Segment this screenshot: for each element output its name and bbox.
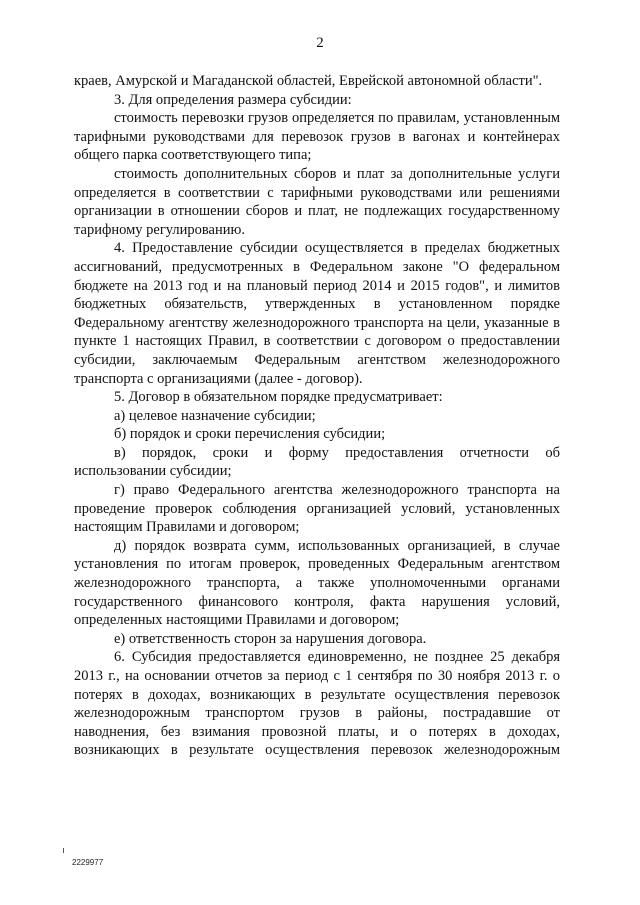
paragraph-continuation: краев, Амурской и Магаданской областей, Еврейской автономной области". [74,73,543,89]
paragraph-transport-cost: стоимость перевозки грузов определяется по правилам, установленным тарифными руководствами для перевозок грузов в вагонах и контейнерах общего парка соответствующего типа; [74,110,560,164]
document-body [74,72,560,760]
paragraph-additional-fees: стоимость дополнительных сборов и плат за дополнительные услуги определяется в соответствии с тарифными руководствами или решениями организации в отношении сборов и плат, не подлежащих государственному тарифному регулированию. [74,165,560,238]
document-code: 2229977 [72,858,104,867]
paragraph-item-4: 4. Предоставление субсидии осуществляется в пределах бюджетных ассигнований, предусмотренных в Федеральном законе "О федеральном бюджете на 2013 год и на плановый период 2014 и 2015 годов", и лимитов бюджетных обязательств, утвержденных в установленном порядке Федеральному агентству железнодорожного транспорта на цели, указанные в пункте 1 настоящих Правил, в соответствии с договором о предоставлении субсидии, заключаемым Федеральным агентством железнодорожного транспорта с организациями (далее - договор). [74,240,560,387]
paragraph-item-6: 6. Субсидия предоставляется единовременно, не позднее 25 декабря 2013 г., на основании отчетов за период с 1 сентября по 30 ноября 2013 г. о потерях в доходах, возникающих в результате осуществления перевозок железнодорожным транспортом грузов в районы, пострадавшие от наводнения, без взимания провозной платы, и о потерях в доходах, возникающих в результате осуществления перевозок железнодорожным [74,649,560,759]
page-number: 2 [316,35,324,51]
margin-mark [63,848,64,853]
list-item-b: б) порядок и сроки перечисления субсидии; [114,426,386,443]
list-item-d: д) порядок возврата сумм, использованных организацией, в случае установления по итогам проверок, проведенных Федеральным агентством железнодорожного транспорта, а также уполномоченными органами государственного финансового контроля, факта нарушения условий, определенных настоящими Правилами и договором; [74,537,560,629]
paragraph-item-5: 5. Договор в обязательном порядке предусматривает: [114,389,443,406]
list-item-g: г) право Федерального агентства железнодорожного транспорта на проведение проверок соблюдения организацией условий, установленных настоящим Правилами и договором; [74,482,560,536]
paragraph-item-3: 3. Для определения размера субсидии: [114,91,352,108]
list-item-a: а) целевое назначение субсидии; [114,407,316,424]
list-item-e: е) ответственность сторон за нарушения договора. [114,630,427,647]
list-item-v: в) порядок, сроки и форму предоставления отчетности об использовании субсидии; [74,444,560,480]
